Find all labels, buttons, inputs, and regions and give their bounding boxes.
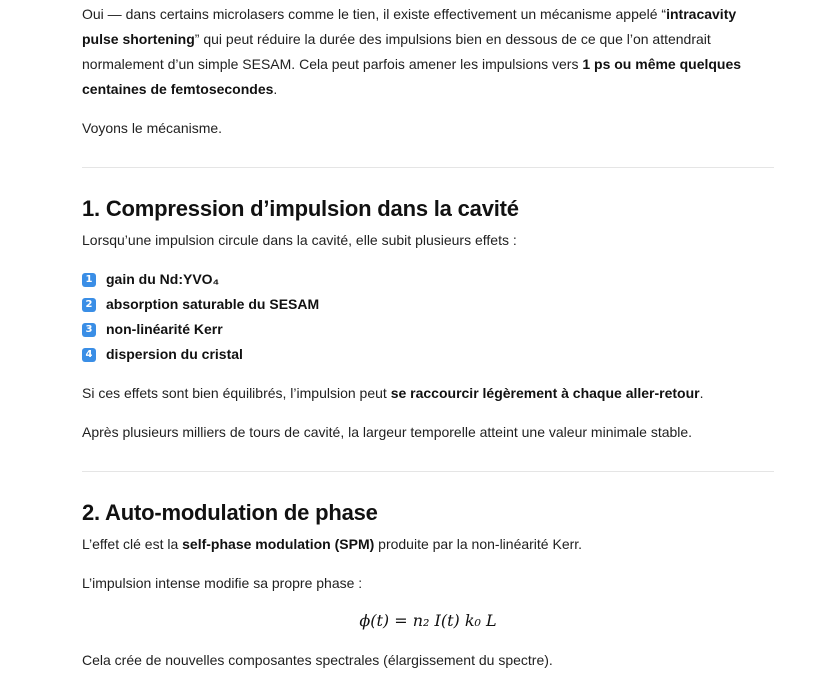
intro-bold-2: 1 ps ou même quelques centaines de femtosecondes <box>82 56 742 97</box>
list-item <box>82 342 774 367</box>
list-item-label: dispersion du cristal <box>106 346 243 362</box>
list-item <box>82 267 774 292</box>
list-item-label: gain du Nd:YVO₄ <box>106 271 220 287</box>
divider <box>82 471 774 472</box>
keycap-3-icon: 3 <box>82 323 96 337</box>
balance-bold: se raccourcir légèrement à chaque aller-retour <box>390 385 700 401</box>
after-paragraph: Après plusieurs milliers de tours de cavité, la largeur temporelle atteint une valeur minimale stable. <box>82 424 693 440</box>
list-item-label: non-linéarité Kerr <box>106 321 223 337</box>
intro-followup: Voyons le mécanisme. <box>82 120 223 136</box>
divider <box>82 167 774 168</box>
intro-paragraph <box>82 2 774 102</box>
phase-paragraph: L’impulsion intense modifie sa propre phase : <box>82 575 363 591</box>
keycap-2-icon: 2 <box>82 298 96 312</box>
chat-response <box>82 2 774 673</box>
list-item <box>82 317 774 342</box>
intro-text-2: ” qui peut réduire la durée des impulsions bien en dessous de ce que l’on attendrait normalement d’un simple SESAM. Cela peut parfois amener les impulsions vers <box>82 31 711 72</box>
intro-text-1: Oui — dans certains microlasers comme le tien, il existe effectivement un mécanisme appelé “ <box>82 6 667 22</box>
balance-text-1: Si ces effets sont bien équilibrés, l’impulsion peut <box>82 385 391 401</box>
section-1-lead: Lorsqu’une impulsion circule dans la cavité, elle subit plusieurs effets : <box>82 232 517 248</box>
keycap-1-icon: 1 <box>82 273 96 287</box>
spm-bold: self-phase modulation (SPM) <box>182 536 375 552</box>
balance-paragraph <box>82 381 774 406</box>
intro-bold-1: intracavity pulse shortening <box>82 6 737 47</box>
spectrum-paragraph: Cela crée de nouvelles composantes spectrales (élargissement du spectre). <box>82 652 553 668</box>
balance-text-2: . <box>699 385 704 401</box>
spm-text-2: produite par la non-linéarité Kerr. <box>374 536 583 552</box>
spm-paragraph <box>82 532 774 557</box>
list-item <box>82 292 774 317</box>
phase-formula: ϕ(t) = n₂ I(t) k₀ L <box>359 611 497 630</box>
intro-text-3: . <box>273 81 278 97</box>
section-1-heading: 1. Compression d’impulsion dans la cavité <box>82 196 519 221</box>
section-2-heading: 2. Auto-modulation de phase <box>82 500 378 525</box>
list-item-label: absorption saturable du SESAM <box>106 296 320 312</box>
spm-text-1: L’effet clé est la <box>82 536 183 552</box>
effects-list <box>82 267 774 367</box>
keycap-4-icon: 4 <box>82 348 96 362</box>
